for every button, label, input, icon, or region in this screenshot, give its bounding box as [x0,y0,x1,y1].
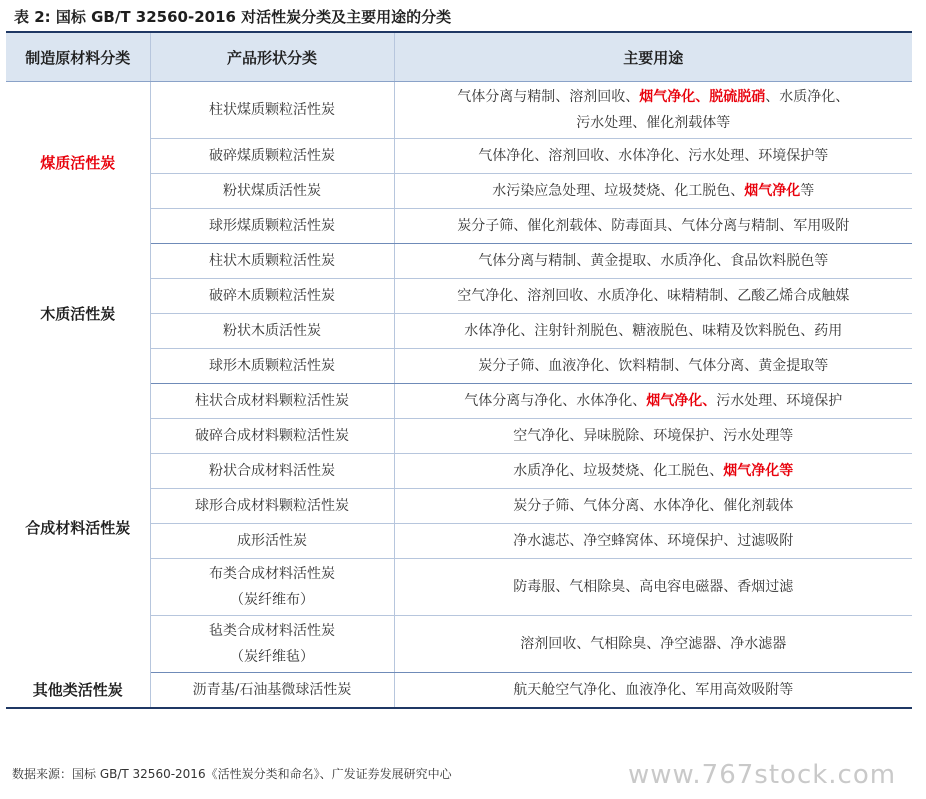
usage-text: 气体分离与精制、溶剂回收、 [457,89,640,105]
shape-line: （炭纤维毡） [230,649,314,665]
material-category: 其他类活性炭 [6,673,150,708]
shape-line: 柱状合成材料颗粒活性炭 [195,393,349,409]
usage-line [399,318,909,344]
shape-line: 球形合成材料颗粒活性炭 [195,498,349,514]
usage-text: 防毒服、气相除臭、高电容电磁器、香烟过滤 [513,579,794,595]
watermark: www.767stock.com [628,760,897,790]
usage-line [399,283,909,309]
highlighted-usage: 烟气净化、脱硫脱硝 [639,89,766,105]
usage-line [399,423,909,449]
usage-cell [394,616,912,673]
shape-line: 毡类合成材料活性炭 [209,623,335,639]
shape-cell [150,559,394,616]
shape-cell [150,174,394,209]
header-row [6,32,912,82]
shape-line: 破碎合成材料颗粒活性炭 [195,428,349,444]
table-title: 表 2: 国标 GB/T 32560-2016 对活性炭分类及主要用途的分类 [14,8,452,26]
table-row [6,82,912,139]
shape-line: 成形活性炭 [237,533,307,549]
usage-line [399,631,909,657]
material-category: 木质活性炭 [6,244,150,384]
shape-line: 柱状煤质颗粒活性炭 [209,102,335,118]
shape-line: 球形煤质颗粒活性炭 [209,218,335,234]
usage-cell [394,454,912,489]
shape-cell [150,419,394,454]
usage-text: 污水处理、催化剂载体等 [576,115,731,131]
table-row [6,384,912,419]
usage-line [399,458,909,484]
shape-line: 粉状煤质活性炭 [223,183,321,199]
usage-text: 水污染应急处理、垃圾焚烧、化工脱色、 [492,183,745,199]
usage-cell [394,209,912,244]
usage-line [399,388,909,414]
shape-cell [150,279,394,314]
source-note: 数据来源：国标 GB/T 32560-2016《活性炭分类和命名》、广发证券发展研究中心 [12,767,452,781]
table-row [6,673,912,708]
usage-text: 等 [800,183,815,199]
shape-cell [150,384,394,419]
usage-text: 净水滤芯、净空蜂窝体、环境保护、过滤吸附 [513,533,794,549]
shape-line: 破碎煤质颗粒活性炭 [209,148,335,164]
usage-text: 炭分子筛、催化剂载体、防毒面具、气体分离与精制、军用吸附 [457,218,850,234]
highlighted-usage: 烟气净化等 [723,463,794,479]
usage-line [399,528,909,554]
shape-line: 沥青基/石油基微球活性炭 [192,681,352,698]
shape-cell [150,139,394,174]
shape-line: 球形木质颗粒活性炭 [209,358,335,374]
shape-line: 粉状合成材料活性炭 [209,463,335,479]
header-shape: 产品形状分类 [150,32,394,82]
table-row [6,244,912,279]
shape-cell [150,524,394,559]
usage-cell [394,384,912,419]
usage-text: 空气净化、异味脱除、环境保护、污水处理等 [513,428,794,444]
shape-line: 粉状木质活性炭 [223,323,321,339]
usage-cell [394,244,912,279]
usage-text: 气体分离与精制、黄金提取、水质净化、食品饮料脱色等 [478,253,829,269]
usage-text: 气体分离与净化、水体净化、 [464,393,647,409]
shape-line: （炭纤维布） [230,592,314,608]
shape-cell [150,244,394,279]
shape-line: 破碎木质颗粒活性炭 [209,288,335,304]
shape-cell [150,314,394,349]
usage-line [399,213,909,239]
shape-line: 布类合成材料活性炭 [209,566,335,582]
header-usage: 主要用途 [394,32,912,82]
usage-text: 污水处理、环境保护 [716,393,843,409]
material-category: 合成材料活性炭 [6,384,150,673]
shape-cell [150,616,394,673]
usage-text: 炭分子筛、血液净化、饮料精制、气体分离、黄金提取等 [478,358,829,374]
usage-line [399,677,909,703]
usage-line [399,574,909,600]
usage-line [399,353,909,379]
usage-cell [394,279,912,314]
usage-line [399,143,909,169]
usage-line [399,110,909,136]
header-material: 制造原材料分类 [6,32,150,82]
usage-cell [394,419,912,454]
usage-cell [394,314,912,349]
shape-cell [150,209,394,244]
usage-text: 、水质净化、 [765,89,850,105]
shape-cell [150,489,394,524]
usage-cell [394,524,912,559]
usage-cell [394,673,912,708]
highlighted-usage: 烟气净化、 [646,393,717,409]
highlighted-usage: 烟气净化 [744,183,801,199]
usage-cell [394,349,912,384]
activated-carbon-table [6,31,912,709]
usage-cell [394,174,912,209]
shape-cell [150,82,394,139]
usage-text: 航天舱空气净化、血液净化、军用高效吸附等 [513,681,794,698]
usage-line [399,84,909,110]
shape-cell [150,673,394,708]
usage-line [399,248,909,274]
usage-line [399,493,909,519]
usage-text: 水体净化、注射针剂脱色、糖液脱色、味精及饮料脱色、药用 [464,323,843,339]
usage-text: 气体净化、溶剂回收、水体净化、污水处理、环境保护等 [478,148,829,164]
usage-text: 水质净化、垃圾焚烧、化工脱色、 [513,463,724,479]
shape-line: 柱状木质颗粒活性炭 [209,253,335,269]
usage-line [399,178,909,204]
usage-text: 炭分子筛、气体分离、水体净化、催化剂载体 [513,498,794,514]
usage-text: 空气净化、溶剂回收、水质净化、味精精制、乙酸乙烯合成触媒 [457,288,850,304]
usage-cell [394,82,912,139]
usage-cell [394,139,912,174]
usage-text: 溶剂回收、气相除臭、净空滤器、净水滤器 [520,636,787,652]
usage-cell [394,489,912,524]
shape-cell [150,349,394,384]
usage-cell [394,559,912,616]
material-category: 煤质活性炭 [6,82,150,244]
shape-cell [150,454,394,489]
